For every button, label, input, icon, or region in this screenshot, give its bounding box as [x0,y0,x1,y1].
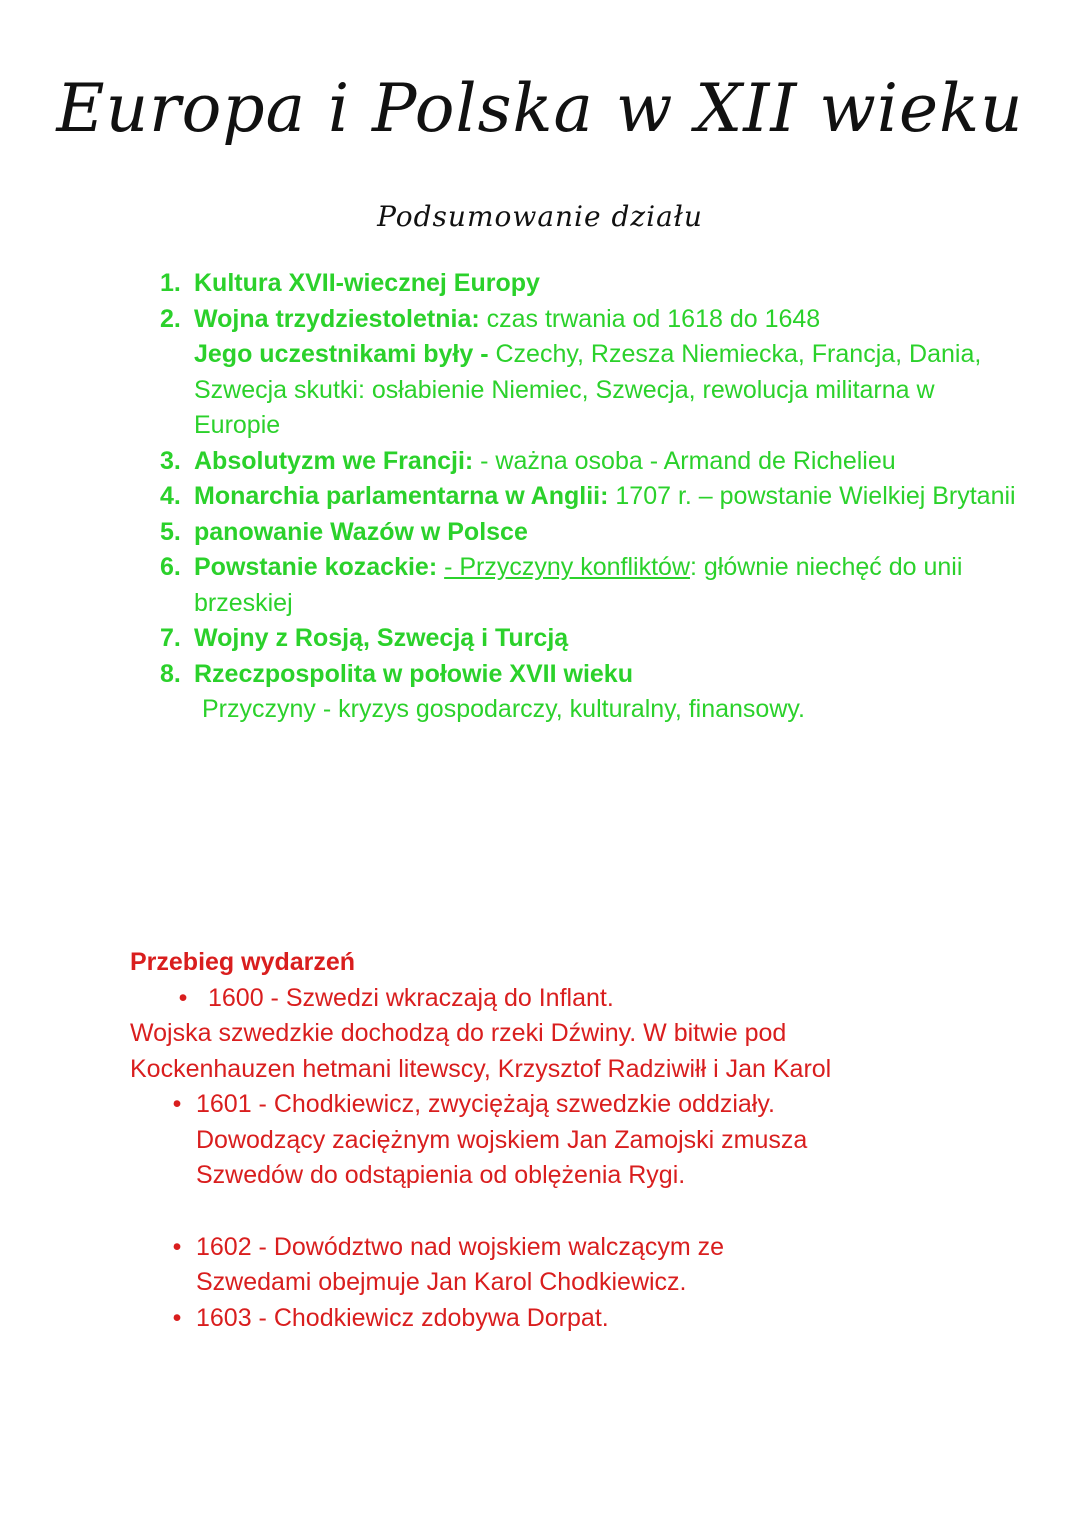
event-text: 1602 - Dowództwo nad wojskiem walczącym ze Szwedami obejmuje Jan Karol Chodkiewicz. [196,1232,724,1296]
item-heading: panowanie Wazów w Polsce [194,517,528,546]
item-text: czas trwania od 1618 do 1648 [479,304,821,333]
section-heading: Przebieg wydarzeń [130,948,356,976]
item-number: 4. [160,482,181,510]
item-number: 3. [160,446,181,475]
item-subtext: Przyczyny - kryzys gospodarczy, kulturalny, finansowy. [202,695,805,723]
event-text: 1603 - Chodkiewicz zdobywa Dorpat. [196,1303,609,1332]
item-heading: Kultura XVII-wiecznej Europy [194,269,540,297]
item-number: 8. [160,659,181,688]
item-heading: Monarchia parlamentarna w Anglii: [194,482,609,510]
page-title: Europa i Polska w XII wieku [56,70,1024,147]
list-item [160,479,1020,515]
bullet-icon: • [172,1303,182,1332]
item-text: : głównie niechęć do unii brzeskiej [194,553,963,617]
item-heading: Wojny z Rosją, Szwecją i Turcją [194,624,569,652]
list-item [130,981,1030,1017]
bullet-icon: • [178,983,188,1012]
item-subtext: Czechy, Rzesza Niemiecka, Francja, Dania, Szwecja skutki: osłabienie Niemiec, Szwecja, rewolucja militarna w Europie [194,340,982,439]
events-section [130,945,1030,1336]
page-subtitle: Podsumowanie działu [377,200,703,233]
list-item [130,1087,1030,1194]
list-item [160,444,1020,480]
list-item [160,266,1020,302]
item-number: 1. [160,269,181,297]
list-item [160,657,1020,693]
list-item [160,515,1020,551]
item-number: 5. [160,517,181,546]
event-text: 1601 - Chodkiewicz, zwyciężają szwedzkie oddziały. Dowodzący zaciężnym wojskiem Jan Zamojski zmusza Szwedów do odstąpienia od oblężenia Rygi. [196,1090,808,1189]
event-text: 1600 - Szwedzi wkraczają do Inflant. [208,983,614,1012]
item-subheading: Jego uczestnikami były - [194,340,489,368]
event-paragraph: Wojska szwedzkie dochodzą do rzeki Dźwiny. W bitwie pod Kockenhauzen hetmani litewscy, Krzysztof Radziwiłł i Jan Karol [130,1019,832,1083]
item-number: 2. [160,304,181,333]
item-text: 1707 r. – powstanie Wielkiej Brytanii [608,482,1016,510]
item-number: 6. [160,553,181,581]
item-number: 7. [160,624,181,652]
item-text: - ważna osoba - Armand de Richelieu [473,446,896,475]
item-heading: Absolutyzm we Francji: [194,446,474,475]
item-heading: Powstanie kozackie: [194,553,438,581]
list-item [160,621,1020,657]
item-heading: Wojna trzydziestoletnia: [194,304,480,333]
list-item [160,550,1020,621]
list-item [160,302,1020,444]
item-underlined-text: - Przyczyny konfliktów [444,553,690,581]
list-item [130,1230,1030,1301]
item-heading: Rzeczpospolita w połowie XVII wieku [194,659,633,688]
bullet-icon: • [172,1090,182,1118]
summary-list [160,266,1020,728]
bullet-icon: • [172,1232,182,1261]
list-item [130,1301,1030,1337]
